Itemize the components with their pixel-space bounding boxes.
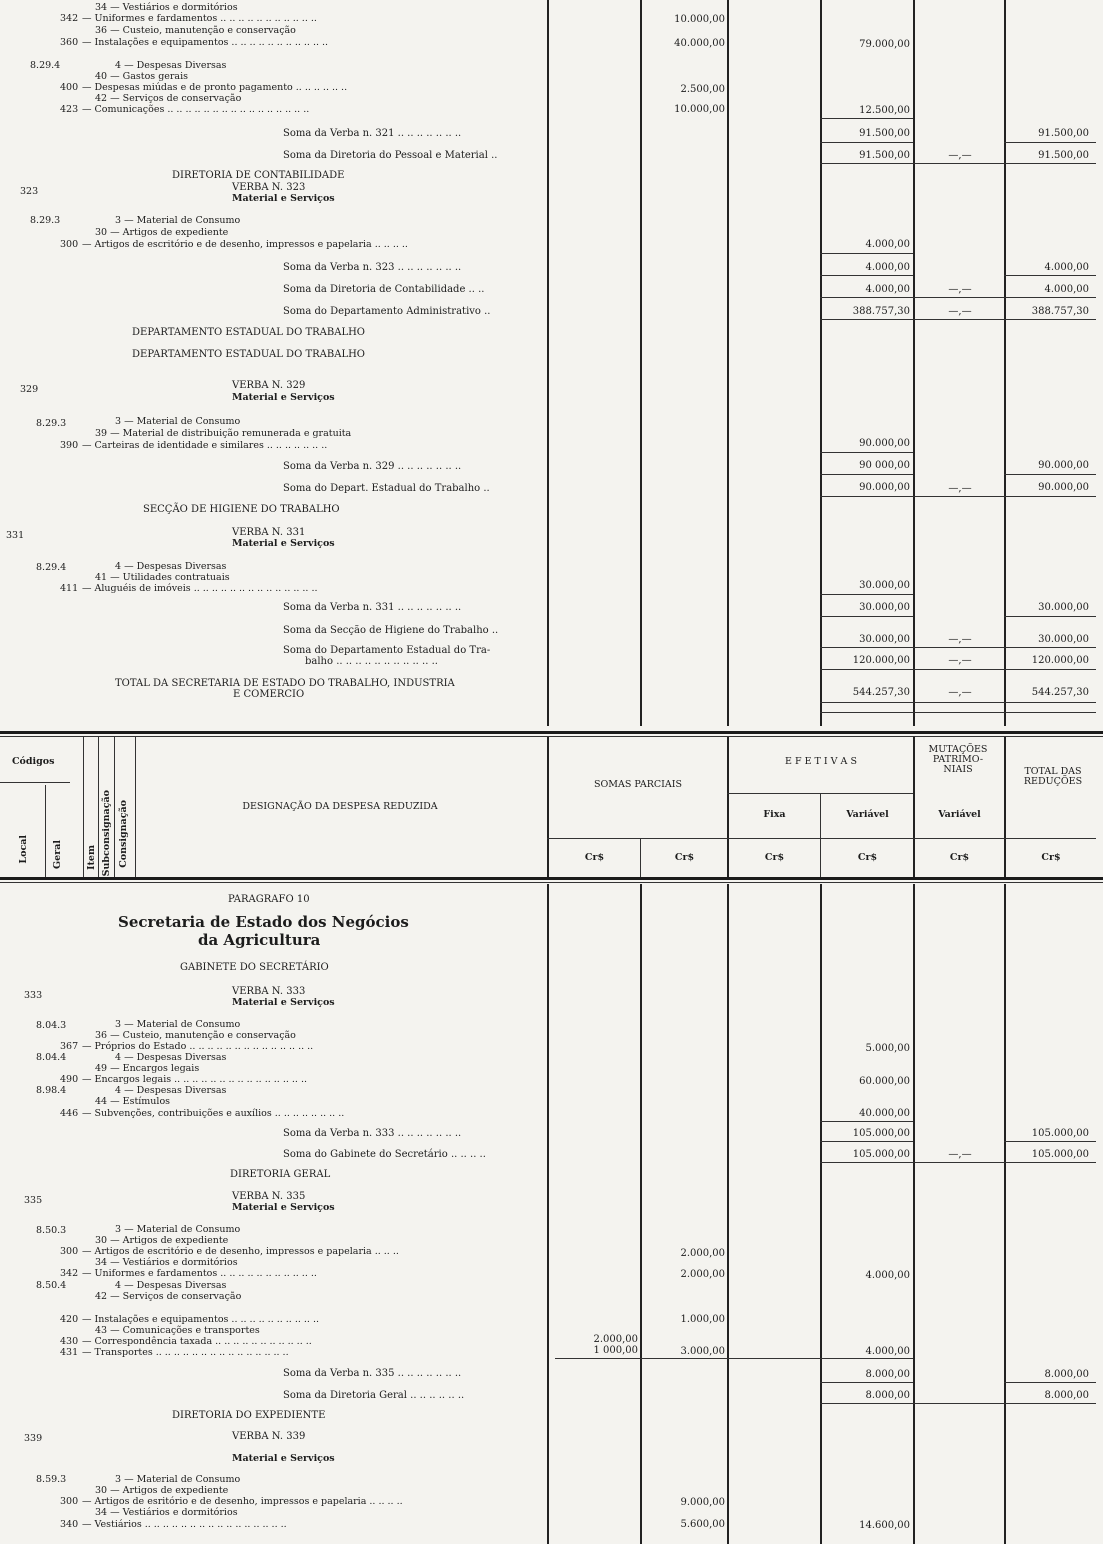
sum-label: Soma da Diretoria Geral .. .. .. .. .. .. bbox=[283, 1390, 465, 1401]
row-code: 300 bbox=[60, 1496, 79, 1507]
value: 90 000,00 bbox=[859, 460, 910, 471]
sum-label: Soma da Verba n. 333 .. .. .. .. .. .. .. bbox=[283, 1128, 462, 1139]
row-code: 411 bbox=[60, 583, 79, 594]
value: 388.757,30 bbox=[1031, 306, 1089, 317]
row-text: 42 — Serviços de conservação bbox=[95, 93, 242, 104]
value: 90.000,00 bbox=[859, 482, 910, 493]
row-code: 420 bbox=[60, 1314, 79, 1325]
table-rule bbox=[820, 474, 913, 475]
value: 1 000,00 bbox=[593, 1345, 638, 1356]
row-text: — Vestiários .. .. .. .. .. .. .. .. .. .. .. .. .. .. .. .. bbox=[82, 1519, 287, 1530]
table-rule bbox=[727, 884, 729, 1544]
row-text: — Uniformes e fardamentos .. .. .. .. .. .. .. .. .. .. .. bbox=[82, 1268, 317, 1279]
currency: Cr$ bbox=[674, 852, 695, 863]
table-rule bbox=[820, 163, 1096, 164]
row-text: — Próprios do Estado .. .. .. .. .. .. .. .. .. .. .. .. .. .. bbox=[82, 1041, 314, 1052]
table-rule bbox=[547, 838, 1096, 839]
value: 10.000,00 bbox=[674, 104, 725, 115]
row-text: 39 — Material de distribuição remunerada e gratuita bbox=[95, 428, 352, 439]
value: 91.500,00 bbox=[1038, 128, 1089, 139]
row-code: 300 bbox=[60, 239, 79, 250]
table-rule bbox=[820, 1403, 1096, 1404]
table-rule bbox=[820, 297, 1096, 298]
row-text: 36 — Custeio, manutenção e conservação bbox=[95, 1030, 296, 1041]
row-code: 8.50.4 bbox=[36, 1280, 67, 1291]
value: 2.000,00 bbox=[680, 1269, 725, 1280]
row-code: 300 bbox=[60, 1246, 79, 1257]
section-title: DIRETORIA DE CONTABILIDADE bbox=[172, 170, 345, 181]
verba-title: VERBA N. 323 bbox=[232, 182, 306, 193]
row-text: — Comunicações .. .. .. .. .. .. .. .. .. .. .. .. .. .. .. .. bbox=[82, 104, 310, 115]
verba-title: VERBA N. 331 bbox=[232, 527, 306, 538]
verba-sub: Material e Serviços bbox=[232, 392, 335, 403]
row-text: 40 — Gastos gerais bbox=[95, 71, 189, 82]
table-rule bbox=[820, 1141, 913, 1142]
sum-label: Soma do Departamento Administrativo .. bbox=[283, 306, 491, 317]
sum-label: Soma da Diretoria de Contabilidade .. .. bbox=[283, 284, 485, 295]
row-code: 423 bbox=[60, 104, 79, 115]
value: 30.000,00 bbox=[859, 634, 910, 645]
value: 90.000,00 bbox=[1038, 460, 1089, 471]
table-rule bbox=[1004, 1141, 1096, 1142]
value: 8.000,00 bbox=[1044, 1369, 1089, 1380]
header-mut-variavel: Variável bbox=[938, 809, 981, 820]
row-text: 41 — Utilidades contratuais bbox=[95, 572, 230, 583]
value: 30.000,00 bbox=[1038, 634, 1089, 645]
header-codigos: Códigos bbox=[12, 756, 55, 767]
table-rule bbox=[1004, 1382, 1096, 1383]
row-text: — Artigos de escritório e de desenho, impressos e papelaria .. .. .. .. bbox=[82, 239, 408, 250]
table-rule bbox=[0, 877, 1103, 880]
value: 2.000,00 bbox=[593, 1334, 638, 1345]
header-top-rule bbox=[0, 731, 1103, 734]
table-rule bbox=[820, 1162, 1096, 1163]
value: 12.500,00 bbox=[859, 105, 910, 116]
row-text: 44 — Estímulos bbox=[95, 1096, 171, 1107]
col-rule bbox=[727, 0, 729, 726]
row-code: 342 bbox=[60, 13, 79, 24]
value: —,— bbox=[948, 655, 972, 666]
row-text: 4 — Despesas Diversas bbox=[115, 60, 227, 71]
row-code: 8.29.3 bbox=[30, 215, 61, 226]
table-rule bbox=[820, 496, 1096, 497]
currency: Cr$ bbox=[584, 852, 605, 863]
value: 40.000,00 bbox=[674, 38, 725, 49]
table-rule bbox=[820, 118, 913, 119]
table-rule bbox=[820, 616, 913, 617]
table-rule bbox=[727, 793, 913, 794]
section-title: GABINETE DO SECRETÁRIO bbox=[180, 962, 329, 973]
row-code: 8.50.3 bbox=[36, 1225, 67, 1236]
header-efetivas: E F E T I V A S bbox=[785, 756, 857, 767]
sum-label: TOTAL DA SECRETARIA DE ESTADO DO TRABALHO, INDUSTRIA bbox=[115, 678, 455, 689]
row-text: — Artigos de esritório e de desenho, impressos e papelaria .. .. .. .. bbox=[82, 1496, 403, 1507]
value: 5.600,00 bbox=[680, 1519, 725, 1530]
value: —,— bbox=[948, 483, 972, 494]
row-text: — Uniformes e fardamentos .. .. .. .. .. .. .. .. .. .. .. bbox=[82, 13, 317, 24]
verba-sub: Material e Serviços bbox=[232, 1202, 335, 1213]
verba-sub: Material e Serviços bbox=[232, 193, 335, 204]
value: 79.000,00 bbox=[859, 39, 910, 50]
sum-label: Soma do Depart. Estadual do Trabalho .. bbox=[283, 483, 490, 494]
row-text: 3 — Material de Consumo bbox=[115, 1019, 241, 1030]
value: 4.000,00 bbox=[865, 239, 910, 250]
value: 2.000,00 bbox=[680, 1248, 725, 1259]
row-text: 34 — Vestiários e dormitórios bbox=[95, 1507, 238, 1518]
row-text: 42 — Serviços de conservação bbox=[95, 1291, 242, 1302]
currency: Cr$ bbox=[949, 852, 970, 863]
section-title: DEPARTAMENTO ESTADUAL DO TRABALHO bbox=[132, 327, 366, 338]
currency: Cr$ bbox=[764, 852, 785, 863]
row-code: 8.04.4 bbox=[36, 1052, 67, 1063]
table-rule bbox=[1004, 884, 1006, 1544]
table-rule bbox=[0, 882, 1103, 883]
value: —,— bbox=[948, 634, 972, 645]
row-text: 34 — Vestiários e dormitórios bbox=[95, 1257, 238, 1268]
sum-label: Soma do Gabinete do Secretário .. .. .. .. bbox=[283, 1149, 486, 1160]
value: 14.600,00 bbox=[859, 1520, 910, 1531]
table-rule bbox=[45, 785, 46, 877]
sum-label: Soma da Verba n. 329 .. .. .. .. .. .. .. bbox=[283, 461, 462, 472]
row-code: 8.29.3 bbox=[36, 418, 67, 429]
value: 3.000,00 bbox=[680, 1346, 725, 1357]
sum-label: Soma da Diretoria do Pessoal e Material .. bbox=[283, 150, 498, 161]
table-rule bbox=[820, 594, 913, 595]
verba-code: 335 bbox=[24, 1195, 43, 1206]
table-rule bbox=[820, 884, 822, 1544]
row-text: 34 — Vestiários e dormitórios bbox=[95, 2, 238, 13]
col-rule bbox=[913, 0, 915, 726]
value: 10.000,00 bbox=[674, 14, 725, 25]
verba-title: VERBA N. 335 bbox=[232, 1191, 306, 1202]
verba-code: 331 bbox=[6, 530, 25, 541]
value: 5.000,00 bbox=[865, 1043, 910, 1054]
row-code: 400 bbox=[60, 82, 79, 93]
table-rule bbox=[820, 1121, 913, 1122]
value: 1.000,00 bbox=[680, 1314, 725, 1325]
value: 30.000,00 bbox=[859, 602, 910, 613]
row-code: 8.29.4 bbox=[30, 60, 61, 71]
value: 120.000,00 bbox=[1031, 655, 1089, 666]
sum-label: Soma da Verba n. 335 .. .. .. .. .. .. .. bbox=[283, 1368, 462, 1379]
row-text: — Aluguéis de imóveis .. .. .. .. .. .. .. .. .. .. .. .. .. .. bbox=[82, 583, 318, 594]
value: 4.000,00 bbox=[865, 1270, 910, 1281]
table-rule bbox=[1004, 474, 1096, 475]
table-rule bbox=[820, 452, 913, 453]
header-total: TOTAL DAS REDUÇÕES bbox=[1023, 766, 1083, 787]
value: 4.000,00 bbox=[1044, 284, 1089, 295]
header-consignacao: Consignação bbox=[118, 800, 129, 868]
value: 30.000,00 bbox=[859, 580, 910, 591]
verba-code: 323 bbox=[20, 186, 39, 197]
value: 40.000,00 bbox=[859, 1108, 910, 1119]
header-geral: Geral bbox=[52, 840, 63, 869]
table-rule bbox=[1004, 275, 1096, 276]
verba-code: 329 bbox=[20, 384, 39, 395]
row-text: 3 — Material de Consumo bbox=[115, 215, 241, 226]
sum-label: Soma da Verba n. 323 .. .. .. .. .. .. .. bbox=[283, 262, 462, 273]
row-text: 4 — Despesas Diversas bbox=[115, 1085, 227, 1096]
table-rule bbox=[820, 275, 913, 276]
section-title: DIRETORIA DO EXPEDIENTE bbox=[172, 1410, 326, 1421]
sum-label: balho .. .. .. .. .. .. .. .. .. .. .. bbox=[305, 656, 438, 667]
row-code: 431 bbox=[60, 1347, 79, 1358]
sum-label: Soma da Verba n. 331 .. .. .. .. .. .. .. bbox=[283, 602, 462, 613]
value: 90.000,00 bbox=[1038, 482, 1089, 493]
header-fixa: Fixa bbox=[763, 809, 786, 820]
value: —,— bbox=[948, 306, 972, 317]
row-code: 8.04.3 bbox=[36, 1020, 67, 1031]
table-rule bbox=[640, 884, 642, 1544]
value: 4.000,00 bbox=[865, 262, 910, 273]
value: 105.000,00 bbox=[1031, 1128, 1089, 1139]
row-text: 3 — Material de Consumo bbox=[115, 1224, 241, 1235]
sum-label: E COMERCIO bbox=[233, 689, 305, 700]
row-text: 4 — Despesas Diversas bbox=[115, 561, 227, 572]
row-text: — Transportes .. .. .. .. .. .. .. .. .. .. .. .. .. .. .. bbox=[82, 1347, 289, 1358]
value: 544.257,30 bbox=[1031, 687, 1089, 698]
row-text: 30 — Artigos de expediente bbox=[95, 227, 229, 238]
table-rule bbox=[820, 702, 1096, 703]
verba-title: VERBA N. 333 bbox=[232, 986, 306, 997]
value: 8.000,00 bbox=[865, 1369, 910, 1380]
row-code: 446 bbox=[60, 1108, 79, 1119]
header-item: Item bbox=[86, 845, 97, 870]
value: 8.000,00 bbox=[865, 1390, 910, 1401]
header-subconsignacao: Subconsignação bbox=[101, 790, 112, 877]
section-title: SECÇÃO DE HIGIENE DO TRABALHO bbox=[143, 504, 340, 515]
currency: Cr$ bbox=[857, 852, 878, 863]
value: 60.000,00 bbox=[859, 1076, 910, 1087]
value: —,— bbox=[948, 687, 972, 698]
value: 4.000,00 bbox=[865, 1346, 910, 1357]
table-rule bbox=[820, 253, 913, 254]
verba-code: 339 bbox=[24, 1433, 43, 1444]
value: 4.000,00 bbox=[1044, 262, 1089, 273]
verba-title: VERBA N. 339 bbox=[232, 1431, 306, 1442]
secretaria-title: da Agricultura bbox=[198, 931, 321, 949]
row-code: 8.59.3 bbox=[36, 1474, 67, 1485]
col-rule bbox=[820, 0, 822, 726]
table-rule bbox=[913, 884, 915, 1544]
row-text: — Correspondência taxada .. .. .. .. .. .. .. .. .. .. .. bbox=[82, 1336, 312, 1347]
row-code: 430 bbox=[60, 1336, 79, 1347]
value: 4.000,00 bbox=[865, 284, 910, 295]
currency: Cr$ bbox=[1041, 852, 1061, 863]
table-rule bbox=[135, 737, 136, 877]
value: 120.000,00 bbox=[852, 655, 910, 666]
verba-title: VERBA N. 329 bbox=[232, 380, 306, 391]
value: —,— bbox=[948, 284, 972, 295]
value: 8.000,00 bbox=[1044, 1390, 1089, 1401]
table-rule bbox=[640, 838, 641, 878]
header-somas-parciais: SOMAS PARCIAIS bbox=[593, 779, 683, 790]
value: 105.000,00 bbox=[852, 1128, 910, 1139]
sum-label: Soma do Departamento Estadual do Tra- bbox=[283, 645, 491, 656]
row-code: 390 bbox=[60, 440, 79, 451]
row-text: 3 — Material de Consumo bbox=[115, 1474, 241, 1485]
value: 544.257,30 bbox=[852, 687, 910, 698]
col-rule bbox=[547, 0, 549, 726]
table-rule bbox=[820, 712, 1096, 713]
row-text: 30 — Artigos de expediente bbox=[95, 1485, 229, 1496]
table-rule bbox=[820, 647, 1096, 648]
sum-label: Soma da Secção de Higiene do Trabalho .. bbox=[283, 625, 499, 636]
row-text: 30 — Artigos de expediente bbox=[95, 1235, 229, 1246]
table-rule bbox=[820, 1382, 913, 1383]
row-text: — Artigos de escritório e de desenho, impressos e papelaria .. .. .. bbox=[82, 1246, 399, 1257]
table-rule bbox=[820, 142, 913, 143]
verba-code: 333 bbox=[24, 990, 43, 1001]
value: 30.000,00 bbox=[1038, 602, 1089, 613]
table-rule bbox=[820, 793, 821, 878]
value: 388.757,30 bbox=[852, 306, 910, 317]
value: 105.000,00 bbox=[1031, 1149, 1089, 1160]
table-rule bbox=[820, 669, 1096, 670]
value: 91.500,00 bbox=[1038, 150, 1089, 161]
secretaria-title: Secretaria de Estado dos Negócios bbox=[118, 913, 409, 931]
header-mutacoes: MUTAÇÕES PATRIMO- NIAIS bbox=[928, 744, 988, 775]
row-code: 367 bbox=[60, 1041, 79, 1052]
verba-sub: Material e Serviços bbox=[232, 997, 335, 1008]
row-text: — Carteiras de identidade e similares .. .. .. .. .. .. .. bbox=[82, 440, 328, 451]
row-code: 340 bbox=[60, 1519, 79, 1530]
col-rule bbox=[640, 0, 642, 726]
row-text: — Subvenções, contribuições e auxílios .. .. .. .. .. .. .. .. bbox=[82, 1108, 345, 1119]
verba-sub: Material e Serviços bbox=[232, 538, 335, 549]
row-code: 360 bbox=[60, 37, 79, 48]
row-text: 3 — Material de Consumo bbox=[115, 416, 241, 427]
section-title: DIRETORIA GERAL bbox=[230, 1169, 331, 1180]
value: 91.500,00 bbox=[859, 150, 910, 161]
row-code: 342 bbox=[60, 1268, 79, 1279]
table-rule bbox=[547, 884, 549, 1544]
row-text: — Instalações e equipamentos .. .. .. .. .. .. .. .. .. .. bbox=[82, 1314, 320, 1325]
value: 2.500,00 bbox=[680, 84, 725, 95]
paragrafo-title: PARAGRAFO 10 bbox=[228, 894, 310, 905]
table-rule bbox=[0, 736, 1103, 737]
row-text: — Despesas miúdas e de pronto pagamento .. .. .. .. .. .. bbox=[82, 82, 348, 93]
row-text: 49 — Encargos legais bbox=[95, 1063, 200, 1074]
value: 90.000,00 bbox=[859, 438, 910, 449]
row-code: 8.29.4 bbox=[36, 562, 67, 573]
table-rule bbox=[0, 782, 70, 783]
col-rule bbox=[1004, 0, 1006, 726]
row-text: 4 — Despesas Diversas bbox=[115, 1280, 227, 1291]
header-designacao: DESIGNAÇÃO DA DESPESA REDUZIDA bbox=[242, 801, 438, 812]
row-text: 4 — Despesas Diversas bbox=[115, 1052, 227, 1063]
table-rule bbox=[820, 319, 1096, 320]
header-variavel: Variável bbox=[846, 809, 889, 820]
row-code: 490 bbox=[60, 1074, 79, 1085]
value: 9.000,00 bbox=[680, 1497, 725, 1508]
row-text: — Encargos legais .. .. .. .. .. .. .. .. .. .. .. .. .. .. .. bbox=[82, 1074, 308, 1085]
table-rule bbox=[1004, 616, 1096, 617]
sum-label: Soma da Verba n. 321 .. .. .. .. .. .. .. bbox=[283, 128, 462, 139]
value: —,— bbox=[948, 1149, 972, 1160]
row-text: 36 — Custeio, manutenção e conservação bbox=[95, 25, 296, 36]
section-title: DEPARTAMENTO ESTADUAL DO TRABALHO bbox=[132, 349, 366, 360]
header-local: Local bbox=[18, 835, 29, 864]
value: 91.500,00 bbox=[859, 128, 910, 139]
value: 105.000,00 bbox=[852, 1149, 910, 1160]
row-text: 43 — Comunicações e transportes bbox=[95, 1325, 260, 1336]
table-rule bbox=[98, 737, 99, 877]
verba-sub: Material e Serviços bbox=[232, 1453, 335, 1464]
table-rule bbox=[83, 737, 84, 877]
row-code: 8.98.4 bbox=[36, 1085, 67, 1096]
table-rule bbox=[555, 1358, 913, 1359]
table-rule bbox=[114, 737, 115, 877]
row-text: — Instalações e equipamentos .. .. .. .. .. .. .. .. .. .. .. bbox=[82, 37, 329, 48]
value: —,— bbox=[948, 150, 972, 161]
table-rule bbox=[1004, 142, 1096, 143]
